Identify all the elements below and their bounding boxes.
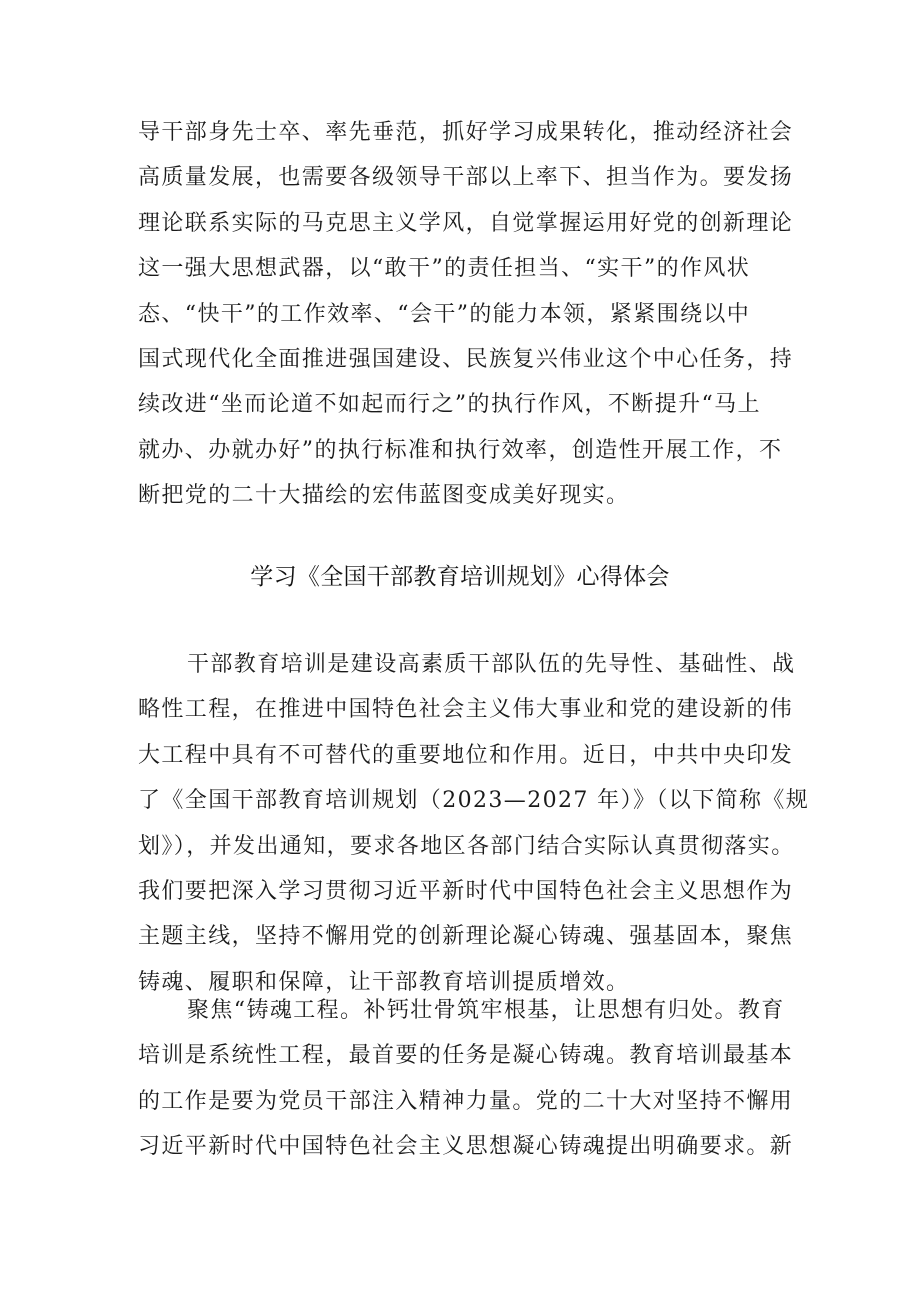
paragraph-continued	[138, 110, 794, 519]
text-line: 划》），并发出通知，要求各地区各部门结合实际认真贯彻落实。	[138, 833, 795, 859]
text-line: 理论联系实际的马克思主义学风，自觉掌握运用好党的创新理论	[138, 210, 794, 236]
text-line: 国式现代化全面推进强国建设、民族复兴伟业这个中心任务，持	[138, 346, 794, 372]
text-line: 了《全国干部教育培训规划（2023—2027 年）》（以下简称《规	[138, 788, 810, 814]
article-title: 学习《全国干部教育培训规划》心得体会	[250, 564, 670, 590]
text-line: 干部教育培训是建设高素质干部队伍的先导性、基础性、战	[187, 652, 796, 677]
text-line: 态、“快干”的工作效率、“会干”的能力本领，紧紧围绕以中	[138, 301, 751, 327]
text-line: 就办、办就办好”的执行标准和执行效率，创造性开展工作，不	[138, 437, 783, 463]
text-line: 续改进“坐而论道不如起而行之”的执行作风，不断提升“马上	[138, 392, 761, 418]
text-line: 习近平新时代中国特色社会主义思想凝心铸魂提出明确要求。新	[138, 1134, 794, 1160]
text-line: 断把党的二十大描绘的宏伟蓝图变成美好现实。	[138, 483, 630, 509]
paragraph-intro	[138, 642, 810, 1005]
text-line: 培训是系统性工程，最首要的任务是凝心铸魂。教育培训最基本	[138, 1043, 794, 1069]
text-line: 这一强大思想武器，以“敢干”的责任担当、“实干”的作风状	[138, 256, 751, 282]
text-line: 略性工程，在推进中国特色社会主义伟大事业和党的建设新的伟	[138, 697, 794, 723]
text-line: 我们要把深入学习贯彻习近平新时代中国特色社会主义思想作为	[138, 878, 794, 904]
text-line: 主题主线，坚持不懈用党的创新理论凝心铸魂、强基固本，聚焦	[138, 924, 794, 950]
text-line: 的工作是要为党员干部注入精神力量。党的二十大对坚持不懈用	[138, 1088, 794, 1114]
text-line: 铸魂、履职和保障，让干部教育培训提质增效。	[138, 969, 630, 995]
text-line: 大工程中具有不可替代的重要地位和作用。近日，中共中央印发	[138, 742, 794, 768]
text-line: 聚焦“铸魂工程。补钙壮骨筑牢根基，让思想有归处。教育	[187, 998, 785, 1023]
text-line: 导干部身先士卒、率先垂范，抓好学习成果转化，推动经济社会	[138, 120, 794, 145]
text-line: 高质量发展，也需要各级领导干部以上率下、担当作为。要发扬	[138, 165, 794, 191]
paragraph-focus	[138, 988, 794, 1170]
